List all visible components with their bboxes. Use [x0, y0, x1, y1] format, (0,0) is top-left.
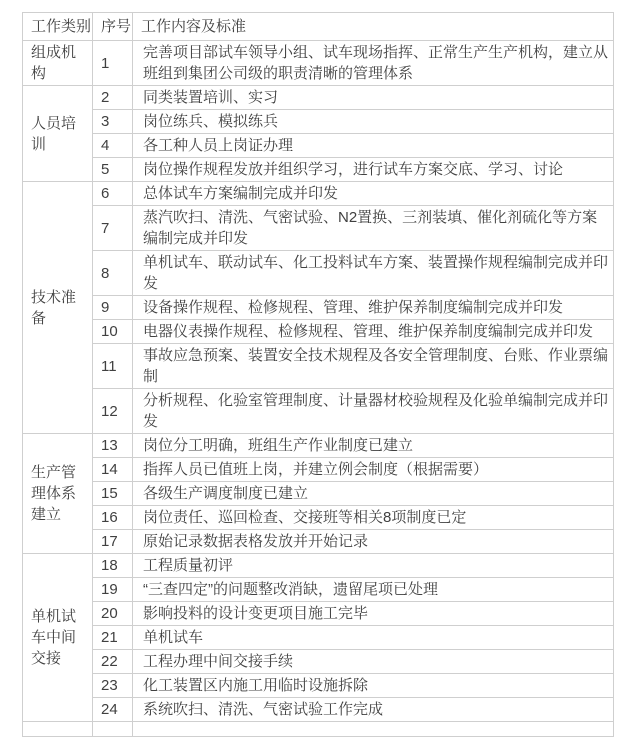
row-number-cell: 8: [93, 251, 133, 296]
table-row: [23, 158, 614, 182]
table-row: [23, 389, 614, 434]
column-header-content: 工作内容及标准: [133, 13, 614, 41]
content-cell: 事故应急预案、装置安全技术规程及各安全管理制度、台账、作业票编制: [133, 344, 614, 389]
row-number-cell: 15: [93, 482, 133, 506]
content-cell: 工程质量初评: [133, 554, 614, 578]
row-number-cell: 21: [93, 626, 133, 650]
table-row: [23, 320, 614, 344]
row-number-cell: 14: [93, 458, 133, 482]
row-number-cell: 16: [93, 506, 133, 530]
table-row: [23, 674, 614, 698]
table-row: [23, 344, 614, 389]
row-number-cell: 23: [93, 674, 133, 698]
table-row: [23, 506, 614, 530]
table-row: [23, 41, 614, 86]
column-header-category: 工作类别: [23, 13, 93, 41]
table-row: [23, 578, 614, 602]
content-cell: 总体试车方案编制完成并印发: [133, 182, 614, 206]
row-number-cell: 10: [93, 320, 133, 344]
category-cell: 技术准备: [23, 182, 93, 434]
content-cell: 单机试车、联动试车、化工投料试车方案、装置操作规程编制完成并印发: [133, 251, 614, 296]
row-number-cell: 19: [93, 578, 133, 602]
table-row: [23, 434, 614, 458]
content-cell: 化工装置区内施工用临时设施拆除: [133, 674, 614, 698]
work-checklist-table: [22, 12, 614, 737]
table-row: [23, 458, 614, 482]
content-cell: 原始记录数据表格发放并开始记录: [133, 530, 614, 554]
table-row: [23, 626, 614, 650]
row-number-cell: 6: [93, 182, 133, 206]
content-cell: 各级生产调度制度已建立: [133, 482, 614, 506]
content-cell: “三查四定”的问题整改消缺，遗留尾项已处理: [133, 578, 614, 602]
content-cell: 设备操作规程、检修规程、管理、维护保养制度编制完成并印发: [133, 296, 614, 320]
empty-cell: [93, 722, 133, 737]
empty-cell: [133, 722, 614, 737]
row-number-cell: 24: [93, 698, 133, 722]
table-row: [23, 554, 614, 578]
content-cell: 岗位操作规程发放并组织学习，进行试车方案交底、学习、讨论: [133, 158, 614, 182]
row-number-cell: 9: [93, 296, 133, 320]
table-row: [23, 482, 614, 506]
row-number-cell: 3: [93, 110, 133, 134]
row-number-cell: 1: [93, 41, 133, 86]
row-number-cell: 2: [93, 86, 133, 110]
content-cell: 单机试车: [133, 626, 614, 650]
content-cell: 蒸汽吹扫、清洗、气密试验、N2置换、三剂装填、催化剂硫化等方案编制完成并印发: [133, 206, 614, 251]
row-number-cell: 7: [93, 206, 133, 251]
content-cell: 分析规程、化验室管理制度、计量器材校验规程及化验单编制完成并印发: [133, 389, 614, 434]
table-row: [23, 134, 614, 158]
content-cell: 指挥人员已值班上岗，并建立例会制度（根据需要）: [133, 458, 614, 482]
table-row: [23, 251, 614, 296]
header-row: [23, 13, 614, 41]
table-row: [23, 110, 614, 134]
category-cell: 生产管理体系建立: [23, 434, 93, 554]
content-cell: 各工种人员上岗证办理: [133, 134, 614, 158]
content-cell: 同类装置培训、实习: [133, 86, 614, 110]
table-row: [23, 530, 614, 554]
content-cell: 岗位分工明确，班组生产作业制度已建立: [133, 434, 614, 458]
table-row: [23, 602, 614, 626]
content-cell: 系统吹扫、清洗、气密试验工作完成: [133, 698, 614, 722]
table-body: [23, 41, 614, 737]
table-row: [23, 296, 614, 320]
table-row: [23, 650, 614, 674]
table-row: [23, 206, 614, 251]
content-cell: 影响投料的设计变更项目施工完毕: [133, 602, 614, 626]
row-number-cell: 4: [93, 134, 133, 158]
content-cell: 电器仪表操作规程、检修规程、管理、维护保养制度编制完成并印发: [133, 320, 614, 344]
table-row-partial: [23, 722, 614, 737]
category-cell: 组成机构: [23, 41, 93, 86]
table-row: [23, 86, 614, 110]
row-number-cell: 5: [93, 158, 133, 182]
table-row: [23, 698, 614, 722]
row-number-cell: 11: [93, 344, 133, 389]
column-header-no: 序号: [93, 13, 133, 41]
row-number-cell: 20: [93, 602, 133, 626]
content-cell: 岗位练兵、模拟练兵: [133, 110, 614, 134]
row-number-cell: 17: [93, 530, 133, 554]
content-cell: 工程办理中间交接手续: [133, 650, 614, 674]
category-cell: 人员培训: [23, 86, 93, 182]
empty-cell: [23, 722, 93, 737]
row-number-cell: 22: [93, 650, 133, 674]
table-row: [23, 182, 614, 206]
row-number-cell: 12: [93, 389, 133, 434]
row-number-cell: 18: [93, 554, 133, 578]
content-cell: 岗位责任、巡回检查、交接班等相关8项制度已定: [133, 506, 614, 530]
row-number-cell: 13: [93, 434, 133, 458]
category-cell: 单机试车中间交接: [23, 554, 93, 722]
content-cell: 完善项目部试车领导小组、试车现场指挥、正常生产生产机构，建立从班组到集团公司级的职责清晰的管理体系: [133, 41, 614, 86]
